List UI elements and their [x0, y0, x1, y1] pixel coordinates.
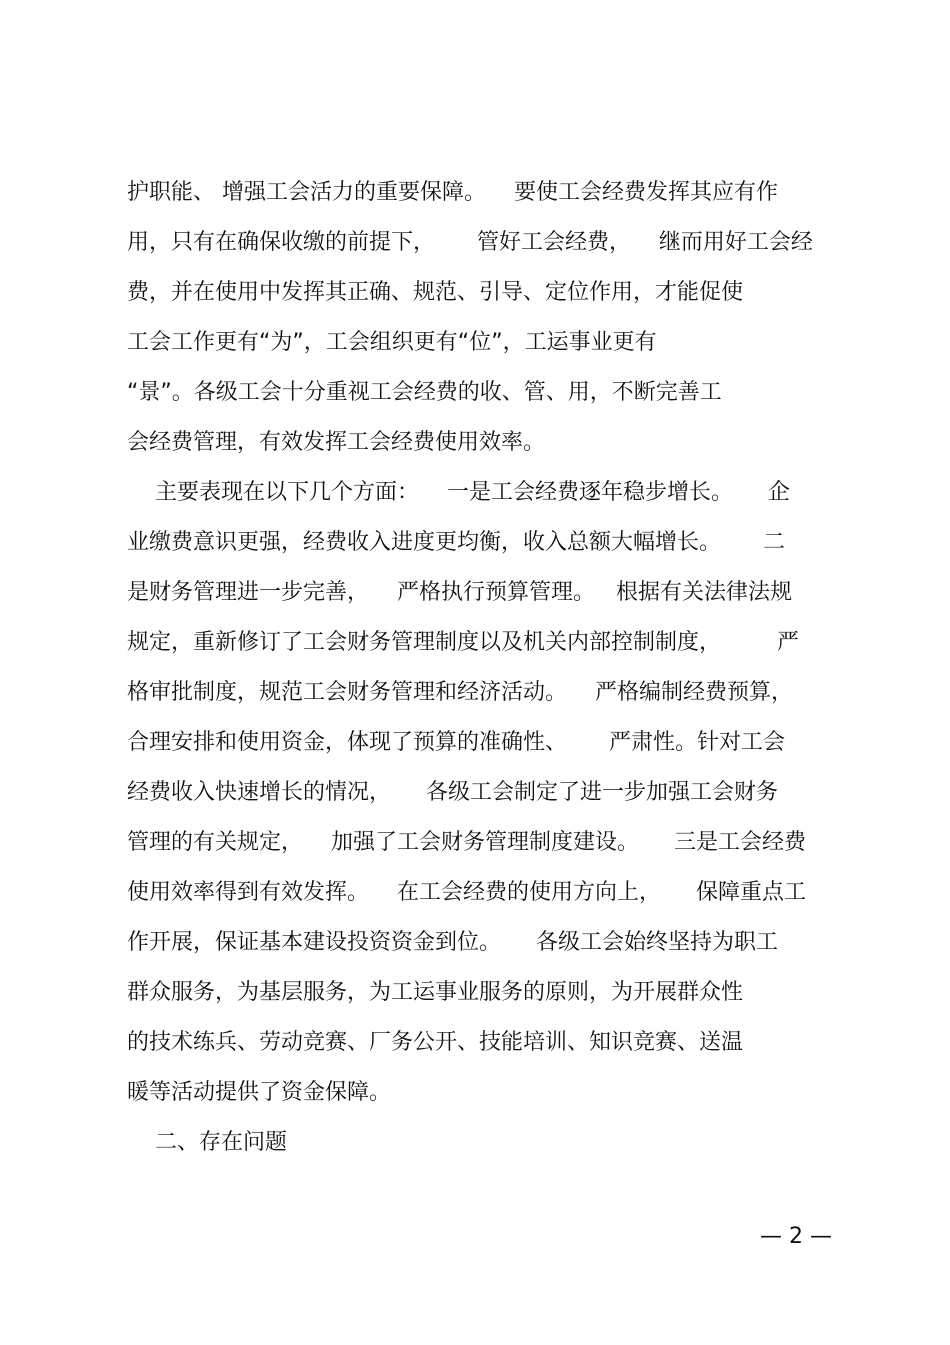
text-line: 作开展，保证基本建设投资资金到位。 各级工会始终坚持为职工: [127, 930, 778, 955]
text-line: “景”。各级工会十分重视工会经费的收、管、用，不断完善工: [127, 380, 722, 405]
page-number: — 2 —: [760, 1224, 832, 1249]
text-line: 用，只有在确保收缴的前提下， 管好工会经费， 继而用好工会经: [127, 230, 813, 255]
text-line: 格审批制度，规范工会财务管理和经济活动。 严格编制经费预算，: [127, 680, 793, 705]
text-line: 业缴费意识更强，经费收入进度更均衡，收入总额大幅增长。 二: [127, 530, 785, 555]
paragraph-first-line: 主要表现在以下几个方面： 一是工会经费逐年稳步增长。 企: [127, 480, 790, 505]
text-line: 暖等活动提供了资金保障。: [127, 1080, 392, 1105]
text-line: 合理安排和使用资金，体现了预算的准确性、 严肃性。针对工会: [127, 730, 785, 755]
text-line: 护职能、 增强工会活力的重要保障。 要使工会经费发挥其应有作: [127, 180, 778, 205]
text-line: 规定，重新修订了工会财务管理制度以及机关内部控制制度， 严: [127, 630, 799, 655]
text-line: 是财务管理进一步完善， 严格执行预算管理。 根据有关法律法规: [127, 580, 792, 605]
text-line: 会经费管理，有效发挥工会经费使用效率。: [127, 430, 546, 455]
text-line: 管理的有关规定， 加强了工会财务管理制度建设。 三是工会经费: [127, 830, 806, 855]
text-line: 经费收入快速增长的情况， 各级工会制定了进一步加强工会财务: [127, 780, 778, 805]
text-line: 使用效率得到有效发挥。 在工会经费的使用方向上， 保障重点工: [127, 880, 806, 905]
text-line: 的技术练兵、劳动竞赛、厂务公开、技能培训、知识竞赛、送温: [127, 1030, 744, 1055]
text-line: 费，并在使用中发挥其正确、规范、引导、定位作用，才能促使: [127, 280, 744, 305]
section-heading: 二、存在问题: [127, 1130, 287, 1155]
text-line: 群众服务，为基层服务，为工运事业服务的原则，为开展群众性: [127, 980, 744, 1005]
text-line: 工会工作更有“为”，工会组织更有“位”，工运事业更有: [127, 330, 657, 355]
